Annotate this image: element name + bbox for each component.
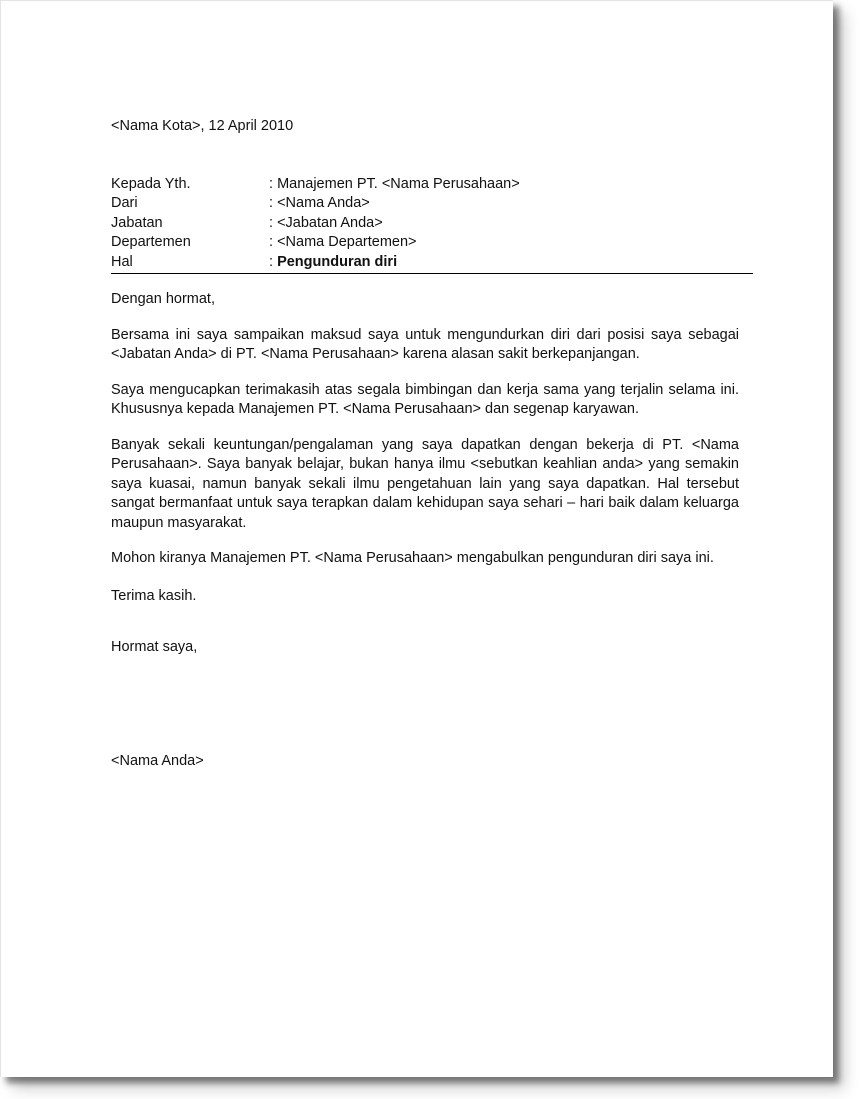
resignation-letter: [111, 117, 739, 771]
signature-name: <Nama Anda>: [111, 752, 204, 769]
body-paragraph: Bersama ini saya sampaikan maksud saya untuk mengundurkan diri dari posisi saya sebagai <Jabatan Anda> di PT. <Nama Perusahaan> karena alasan sakit berkepanjangan.: [111, 326, 739, 362]
header-label: Hal: [111, 253, 133, 270]
header-value: : <Jabatan Anda>: [269, 214, 383, 234]
header-value: : <Nama Departemen>: [269, 233, 417, 253]
header-value: : <Nama Anda>: [269, 194, 370, 214]
subject-value: : Pengunduran diri: [269, 253, 397, 273]
header-row-from: [111, 194, 753, 214]
header-label: Dari: [111, 195, 138, 211]
salutation: Dengan hormat,: [111, 291, 215, 307]
header-value: : Manajemen PT. <Nama Perusahaan>: [269, 175, 520, 195]
letter-header: [111, 175, 753, 275]
header-label: Kepada Yth.: [111, 175, 191, 192]
header-label: Departemen: [111, 234, 191, 250]
header-label: Jabatan: [111, 214, 163, 231]
body-paragraph: Saya mengucapkan terimakasih atas segala bimbingan dan kerja sama yang terjalin selama ini. Khususnya kepada Manajemen PT. <Nama Perusahaan> dan segenap karyawan.: [111, 381, 739, 417]
body-paragraph: Mohon kiranya Manajemen PT. <Nama Perusahaan> mengabulkan pengunduran diri saya ini.: [111, 550, 714, 566]
regards-line: Hormat saya,: [111, 639, 198, 655]
header-row-recipient: [111, 175, 753, 195]
header-row-department: [111, 233, 753, 253]
letter-date: <Nama Kota>, 12 April 2010: [111, 118, 294, 134]
header-row-subject: [111, 253, 753, 273]
body-paragraph: Banyak sekali keuntungan/pengalaman yang saya dapatkan dengan bekerja di PT. <Nama Perusahaan>. Saya banyak belajar, bukan hanya ilmu <sebutkan keahlian anda> yang semakin saya kuasai, namun banyak sekali ilmu pengetahuan lain yang saya dapatkan. Hal tersebut sangat bermanfaat untuk saya terapkan dalam kehidupan saya sehari – hari baik dalam keluarga maupun masyarakat.: [111, 436, 739, 531]
closing-line: Terima kasih.: [111, 587, 197, 604]
header-row-position: [111, 214, 753, 234]
